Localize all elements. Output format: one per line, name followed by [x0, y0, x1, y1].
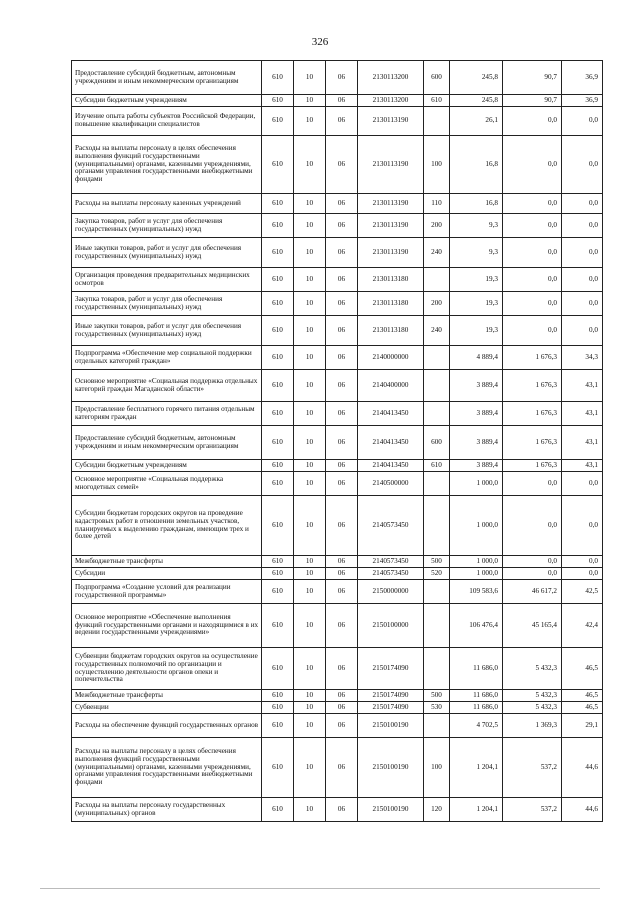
cell-planned-amount: 245,8	[450, 95, 503, 107]
cell-actual-amount: 0,0	[503, 292, 562, 316]
cell-target-article: 2150100000	[358, 604, 424, 648]
cell-execution-percent: 0,0	[562, 472, 603, 496]
cell-section-code: 10	[294, 460, 326, 472]
cell-target-article: 2130113180	[358, 316, 424, 346]
cell-section-code: 10	[294, 61, 326, 95]
cell-expense-type	[424, 714, 450, 738]
cell-section-code: 10	[294, 346, 326, 370]
cell-execution-percent: 0,0	[562, 107, 603, 136]
cell-expense-name: Иные закупки товаров, работ и услуг для обеспечения государственных (муниципальных) нужд	[72, 316, 262, 346]
cell-expense-name: Межбюджетные трансферты	[72, 690, 262, 702]
cell-planned-amount: 19,3	[450, 316, 503, 346]
cell-actual-amount: 5 432,3	[503, 648, 562, 690]
cell-execution-percent: 36,9	[562, 95, 603, 107]
cell-planned-amount: 19,3	[450, 292, 503, 316]
table-row	[72, 738, 603, 798]
cell-actual-amount: 0,0	[503, 268, 562, 292]
cell-expense-name: Организация проведения предварительных медицинских осмотров	[72, 268, 262, 292]
cell-section-code: 10	[294, 690, 326, 702]
cell-target-article: 2140413450	[358, 402, 424, 426]
cell-subsection-code: 06	[326, 580, 358, 604]
cell-subsection-code: 06	[326, 194, 358, 214]
cell-ministry-code: 610	[262, 426, 294, 460]
cell-actual-amount: 0,0	[503, 238, 562, 268]
cell-expense-type: 500	[424, 690, 450, 702]
cell-actual-amount: 0,0	[503, 568, 562, 580]
cell-planned-amount: 11 686,0	[450, 690, 503, 702]
cell-section-code: 10	[294, 714, 326, 738]
cell-subsection-code: 06	[326, 316, 358, 346]
cell-expense-name: Иные закупки товаров, работ и услуг для обеспечения государственных (муниципальных) нужд	[72, 238, 262, 268]
cell-expense-type	[424, 648, 450, 690]
cell-ministry-code: 610	[262, 556, 294, 568]
cell-expense-type	[424, 346, 450, 370]
cell-ministry-code: 610	[262, 714, 294, 738]
cell-ministry-code: 610	[262, 370, 294, 402]
cell-planned-amount: 1 000,0	[450, 496, 503, 556]
cell-actual-amount: 90,7	[503, 61, 562, 95]
cell-actual-amount: 0,0	[503, 472, 562, 496]
cell-target-article: 2150100190	[358, 714, 424, 738]
cell-ministry-code: 610	[262, 194, 294, 214]
cell-expense-name: Подпрограмма «Обеспечение мер социальной поддержки отдельных категорий граждан»	[72, 346, 262, 370]
cell-execution-percent: 43,1	[562, 460, 603, 472]
cell-ministry-code: 610	[262, 738, 294, 798]
cell-subsection-code: 06	[326, 238, 358, 268]
table-row	[72, 61, 603, 95]
table-row	[72, 238, 603, 268]
cell-ministry-code: 610	[262, 472, 294, 496]
cell-expense-name: Расходы на выплаты персоналу в целях обеспечения выполнения функций государственными (муниципальными) органами, казенными учреждениями, органами управления государственными внебюджетными фондами	[72, 136, 262, 194]
cell-expense-type: 610	[424, 95, 450, 107]
scan-edge-line	[40, 888, 600, 889]
cell-execution-percent: 0,0	[562, 238, 603, 268]
cell-target-article: 2140573450	[358, 556, 424, 568]
cell-expense-type	[424, 268, 450, 292]
cell-expense-type: 530	[424, 702, 450, 714]
table-row	[72, 556, 603, 568]
table-row	[72, 292, 603, 316]
cell-expense-type: 240	[424, 238, 450, 268]
cell-section-code: 10	[294, 738, 326, 798]
cell-target-article: 2130113200	[358, 61, 424, 95]
cell-section-code: 10	[294, 798, 326, 822]
cell-target-article: 2130113200	[358, 95, 424, 107]
table-row	[72, 648, 603, 690]
cell-planned-amount: 16,8	[450, 136, 503, 194]
cell-subsection-code: 06	[326, 61, 358, 95]
cell-actual-amount: 537,2	[503, 798, 562, 822]
cell-subsection-code: 06	[326, 472, 358, 496]
cell-section-code: 10	[294, 292, 326, 316]
cell-actual-amount: 0,0	[503, 556, 562, 568]
cell-execution-percent: 0,0	[562, 268, 603, 292]
cell-ministry-code: 610	[262, 292, 294, 316]
cell-expense-type	[424, 107, 450, 136]
cell-expense-type: 520	[424, 568, 450, 580]
cell-subsection-code: 06	[326, 214, 358, 238]
cell-planned-amount: 26,1	[450, 107, 503, 136]
cell-expense-type: 500	[424, 556, 450, 568]
cell-subsection-code: 06	[326, 370, 358, 402]
cell-target-article: 2150100190	[358, 738, 424, 798]
cell-ministry-code: 610	[262, 346, 294, 370]
cell-subsection-code: 06	[326, 604, 358, 648]
cell-subsection-code: 06	[326, 648, 358, 690]
cell-actual-amount: 45 165,4	[503, 604, 562, 648]
cell-expense-type: 600	[424, 426, 450, 460]
cell-section-code: 10	[294, 194, 326, 214]
cell-expense-name: Изучение опыта работы субъектов Российской Федерации, повышение квалификации специалистов	[72, 107, 262, 136]
cell-execution-percent: 43,1	[562, 402, 603, 426]
cell-execution-percent: 0,0	[562, 214, 603, 238]
cell-actual-amount: 90,7	[503, 95, 562, 107]
cell-section-code: 10	[294, 580, 326, 604]
table-row	[72, 194, 603, 214]
table-row	[72, 346, 603, 370]
cell-expense-name: Расходы на обеспечение функций государственных органов	[72, 714, 262, 738]
cell-target-article: 2150000000	[358, 580, 424, 604]
cell-subsection-code: 06	[326, 556, 358, 568]
cell-actual-amount: 0,0	[503, 214, 562, 238]
table-row	[72, 568, 603, 580]
cell-section-code: 10	[294, 238, 326, 268]
cell-ministry-code: 610	[262, 496, 294, 556]
table-row	[72, 316, 603, 346]
cell-target-article: 2140500000	[358, 472, 424, 496]
cell-section-code: 10	[294, 426, 326, 460]
cell-ministry-code: 610	[262, 798, 294, 822]
cell-expense-name: Основное мероприятие «Обеспечение выполнения функций государственными органами и находящимися в их ведении государственными учреждениями»	[72, 604, 262, 648]
cell-execution-percent: 0,0	[562, 136, 603, 194]
cell-target-article: 2140573450	[358, 496, 424, 556]
cell-expense-name: Расходы на выплаты персоналу в целях обеспечения выполнения функций государственными (муниципальными) органами, казенными учреждениями, органами управления государственными внебюджетными фондами	[72, 738, 262, 798]
cell-subsection-code: 06	[326, 268, 358, 292]
cell-actual-amount: 1 676,3	[503, 426, 562, 460]
cell-actual-amount: 0,0	[503, 107, 562, 136]
cell-section-code: 10	[294, 604, 326, 648]
cell-execution-percent: 29,1	[562, 714, 603, 738]
cell-subsection-code: 06	[326, 496, 358, 556]
cell-target-article: 2130113180	[358, 292, 424, 316]
cell-execution-percent: 34,3	[562, 346, 603, 370]
cell-planned-amount: 19,3	[450, 268, 503, 292]
cell-planned-amount: 3 889,4	[450, 370, 503, 402]
cell-target-article: 2130113190	[358, 214, 424, 238]
cell-target-article: 2130113190	[358, 238, 424, 268]
cell-subsection-code: 06	[326, 107, 358, 136]
cell-expense-name: Предоставление субсидий бюджетным, автономным учреждениям и иным некоммерческим организациям	[72, 426, 262, 460]
table-body	[72, 61, 603, 822]
budget-table	[71, 60, 603, 822]
table-row	[72, 798, 603, 822]
cell-ministry-code: 610	[262, 95, 294, 107]
cell-ministry-code: 610	[262, 568, 294, 580]
cell-planned-amount: 245,8	[450, 61, 503, 95]
cell-actual-amount: 5 432,3	[503, 690, 562, 702]
cell-ministry-code: 610	[262, 648, 294, 690]
cell-subsection-code: 06	[326, 95, 358, 107]
cell-ministry-code: 610	[262, 268, 294, 292]
table-row	[72, 702, 603, 714]
cell-execution-percent: 44,6	[562, 738, 603, 798]
cell-expense-name: Субвенции	[72, 702, 262, 714]
cell-target-article: 2130113190	[358, 136, 424, 194]
cell-ministry-code: 610	[262, 580, 294, 604]
cell-ministry-code: 610	[262, 402, 294, 426]
cell-planned-amount: 3 889,4	[450, 426, 503, 460]
cell-execution-percent: 43,1	[562, 426, 603, 460]
cell-expense-name: Закупка товаров, работ и услуг для обеспечения государственных (муниципальных) нужд	[72, 214, 262, 238]
table-row	[72, 214, 603, 238]
cell-expense-name: Расходы на выплаты персоналу государственных (муниципальных) органов	[72, 798, 262, 822]
cell-planned-amount: 1 204,1	[450, 738, 503, 798]
cell-planned-amount: 4 889,4	[450, 346, 503, 370]
cell-actual-amount: 1 676,3	[503, 402, 562, 426]
cell-target-article: 2150174090	[358, 702, 424, 714]
cell-expense-name: Субсидии бюджетам городских округов на проведение кадастровых работ в отношении земельных участков, планируемых к выделению гражданам, имеющим трех и более детей	[72, 496, 262, 556]
page-number: 326	[311, 36, 329, 48]
cell-planned-amount: 1 000,0	[450, 568, 503, 580]
cell-planned-amount: 9,3	[450, 214, 503, 238]
cell-subsection-code: 06	[326, 568, 358, 580]
cell-execution-percent: 0,0	[562, 194, 603, 214]
cell-ministry-code: 610	[262, 107, 294, 136]
cell-expense-type	[424, 496, 450, 556]
table-row	[72, 472, 603, 496]
cell-execution-percent: 36,9	[562, 61, 603, 95]
cell-subsection-code: 06	[326, 136, 358, 194]
table-row	[72, 402, 603, 426]
cell-execution-percent: 0,0	[562, 556, 603, 568]
cell-ministry-code: 610	[262, 238, 294, 268]
cell-expense-name: Субсидии бюджетным учреждениям	[72, 460, 262, 472]
cell-expense-type	[424, 472, 450, 496]
cell-section-code: 10	[294, 648, 326, 690]
table-row	[72, 604, 603, 648]
cell-section-code: 10	[294, 370, 326, 402]
cell-expense-name: Основное мероприятие «Социальная поддержка отдельных категорий граждан Магаданской области»	[72, 370, 262, 402]
cell-ministry-code: 610	[262, 460, 294, 472]
table-row	[72, 107, 603, 136]
cell-section-code: 10	[294, 268, 326, 292]
cell-expense-name: Субвенции бюджетам городских округов на осуществление государственных полномочий по организации и осуществлению деятельности органов опеки и попечительства	[72, 648, 262, 690]
table-row	[72, 690, 603, 702]
cell-expense-name: Предоставление субсидий бюджетным, автономным учреждениям и иным некоммерческим организациям	[72, 61, 262, 95]
cell-subsection-code: 06	[326, 402, 358, 426]
cell-planned-amount: 11 686,0	[450, 648, 503, 690]
cell-section-code: 10	[294, 556, 326, 568]
cell-ministry-code: 610	[262, 604, 294, 648]
cell-execution-percent: 0,0	[562, 316, 603, 346]
cell-expense-type: 100	[424, 136, 450, 194]
cell-expense-name: Субсидии	[72, 568, 262, 580]
cell-section-code: 10	[294, 214, 326, 238]
cell-expense-type: 600	[424, 61, 450, 95]
cell-planned-amount: 1 000,0	[450, 556, 503, 568]
cell-target-article: 2130113180	[358, 268, 424, 292]
table-row	[72, 268, 603, 292]
cell-expense-type: 200	[424, 292, 450, 316]
cell-expense-name: Расходы на выплаты персоналу казенных учреждений	[72, 194, 262, 214]
cell-actual-amount: 5 432,3	[503, 702, 562, 714]
cell-planned-amount: 106 476,4	[450, 604, 503, 648]
cell-execution-percent: 0,0	[562, 568, 603, 580]
cell-expense-type: 120	[424, 798, 450, 822]
cell-ministry-code: 610	[262, 136, 294, 194]
cell-actual-amount: 0,0	[503, 496, 562, 556]
cell-execution-percent: 0,0	[562, 292, 603, 316]
cell-expense-type: 200	[424, 214, 450, 238]
cell-section-code: 10	[294, 402, 326, 426]
cell-planned-amount: 3 889,4	[450, 402, 503, 426]
cell-planned-amount: 1 000,0	[450, 472, 503, 496]
cell-ministry-code: 610	[262, 702, 294, 714]
cell-subsection-code: 06	[326, 346, 358, 370]
cell-subsection-code: 06	[326, 702, 358, 714]
cell-actual-amount: 0,0	[503, 316, 562, 346]
cell-execution-percent: 42,4	[562, 604, 603, 648]
cell-execution-percent: 0,0	[562, 496, 603, 556]
cell-planned-amount: 1 204,1	[450, 798, 503, 822]
table-row	[72, 580, 603, 604]
cell-section-code: 10	[294, 95, 326, 107]
cell-planned-amount: 109 583,6	[450, 580, 503, 604]
cell-actual-amount: 537,2	[503, 738, 562, 798]
cell-actual-amount: 1 676,3	[503, 460, 562, 472]
cell-expense-name: Субсидии бюджетным учреждениям	[72, 95, 262, 107]
cell-expense-type	[424, 580, 450, 604]
cell-target-article: 2140413450	[358, 460, 424, 472]
cell-section-code: 10	[294, 472, 326, 496]
cell-actual-amount: 0,0	[503, 194, 562, 214]
cell-expense-type: 110	[424, 194, 450, 214]
cell-section-code: 10	[294, 107, 326, 136]
table-row	[72, 426, 603, 460]
cell-expense-type: 610	[424, 460, 450, 472]
cell-actual-amount: 1 676,3	[503, 370, 562, 402]
cell-target-article: 2130113190	[358, 107, 424, 136]
cell-ministry-code: 610	[262, 690, 294, 702]
table-row	[72, 95, 603, 107]
cell-execution-percent: 43,1	[562, 370, 603, 402]
cell-section-code: 10	[294, 702, 326, 714]
cell-expense-name: Межбюджетные трансферты	[72, 556, 262, 568]
cell-section-code: 10	[294, 136, 326, 194]
cell-subsection-code: 06	[326, 292, 358, 316]
cell-target-article: 2130113190	[358, 194, 424, 214]
cell-subsection-code: 06	[326, 460, 358, 472]
cell-section-code: 10	[294, 316, 326, 346]
cell-expense-type	[424, 402, 450, 426]
table-row	[72, 136, 603, 194]
cell-execution-percent: 42,5	[562, 580, 603, 604]
cell-actual-amount: 46 617,2	[503, 580, 562, 604]
cell-expense-name: Подпрограмма «Создание условий для реализации государственной программы»	[72, 580, 262, 604]
cell-target-article: 2150100190	[358, 798, 424, 822]
cell-subsection-code: 06	[326, 798, 358, 822]
cell-expense-name: Предоставление бесплатного горячего питания отдельным категориям граждан	[72, 402, 262, 426]
cell-target-article: 2140000000	[358, 346, 424, 370]
cell-target-article: 2150174090	[358, 648, 424, 690]
cell-actual-amount: 1 369,3	[503, 714, 562, 738]
cell-planned-amount: 4 702,5	[450, 714, 503, 738]
cell-subsection-code: 06	[326, 738, 358, 798]
table-row	[72, 370, 603, 402]
cell-section-code: 10	[294, 496, 326, 556]
cell-planned-amount: 9,3	[450, 238, 503, 268]
cell-ministry-code: 610	[262, 214, 294, 238]
table-row	[72, 496, 603, 556]
cell-expense-type: 100	[424, 738, 450, 798]
cell-expense-name: Основное мероприятие «Социальная поддержка многодетных семей»	[72, 472, 262, 496]
cell-expense-type: 240	[424, 316, 450, 346]
cell-actual-amount: 0,0	[503, 136, 562, 194]
cell-planned-amount: 3 889,4	[450, 460, 503, 472]
cell-subsection-code: 06	[326, 714, 358, 738]
cell-planned-amount: 16,8	[450, 194, 503, 214]
table-row	[72, 460, 603, 472]
cell-execution-percent: 46,5	[562, 702, 603, 714]
cell-expense-type	[424, 370, 450, 402]
cell-ministry-code: 610	[262, 61, 294, 95]
cell-section-code: 10	[294, 568, 326, 580]
cell-planned-amount: 11 686,0	[450, 702, 503, 714]
cell-actual-amount: 1 676,3	[503, 346, 562, 370]
cell-target-article: 2140400000	[358, 370, 424, 402]
cell-execution-percent: 46,5	[562, 648, 603, 690]
cell-target-article: 2140413450	[358, 426, 424, 460]
cell-target-article: 2140573450	[358, 568, 424, 580]
cell-ministry-code: 610	[262, 316, 294, 346]
cell-execution-percent: 44,6	[562, 798, 603, 822]
cell-subsection-code: 06	[326, 690, 358, 702]
cell-target-article: 2150174090	[358, 690, 424, 702]
table-row	[72, 714, 603, 738]
cell-execution-percent: 46,5	[562, 690, 603, 702]
cell-subsection-code: 06	[326, 426, 358, 460]
cell-expense-type	[424, 604, 450, 648]
cell-expense-name: Закупка товаров, работ и услуг для обеспечения государственных (муниципальных) нужд	[72, 292, 262, 316]
